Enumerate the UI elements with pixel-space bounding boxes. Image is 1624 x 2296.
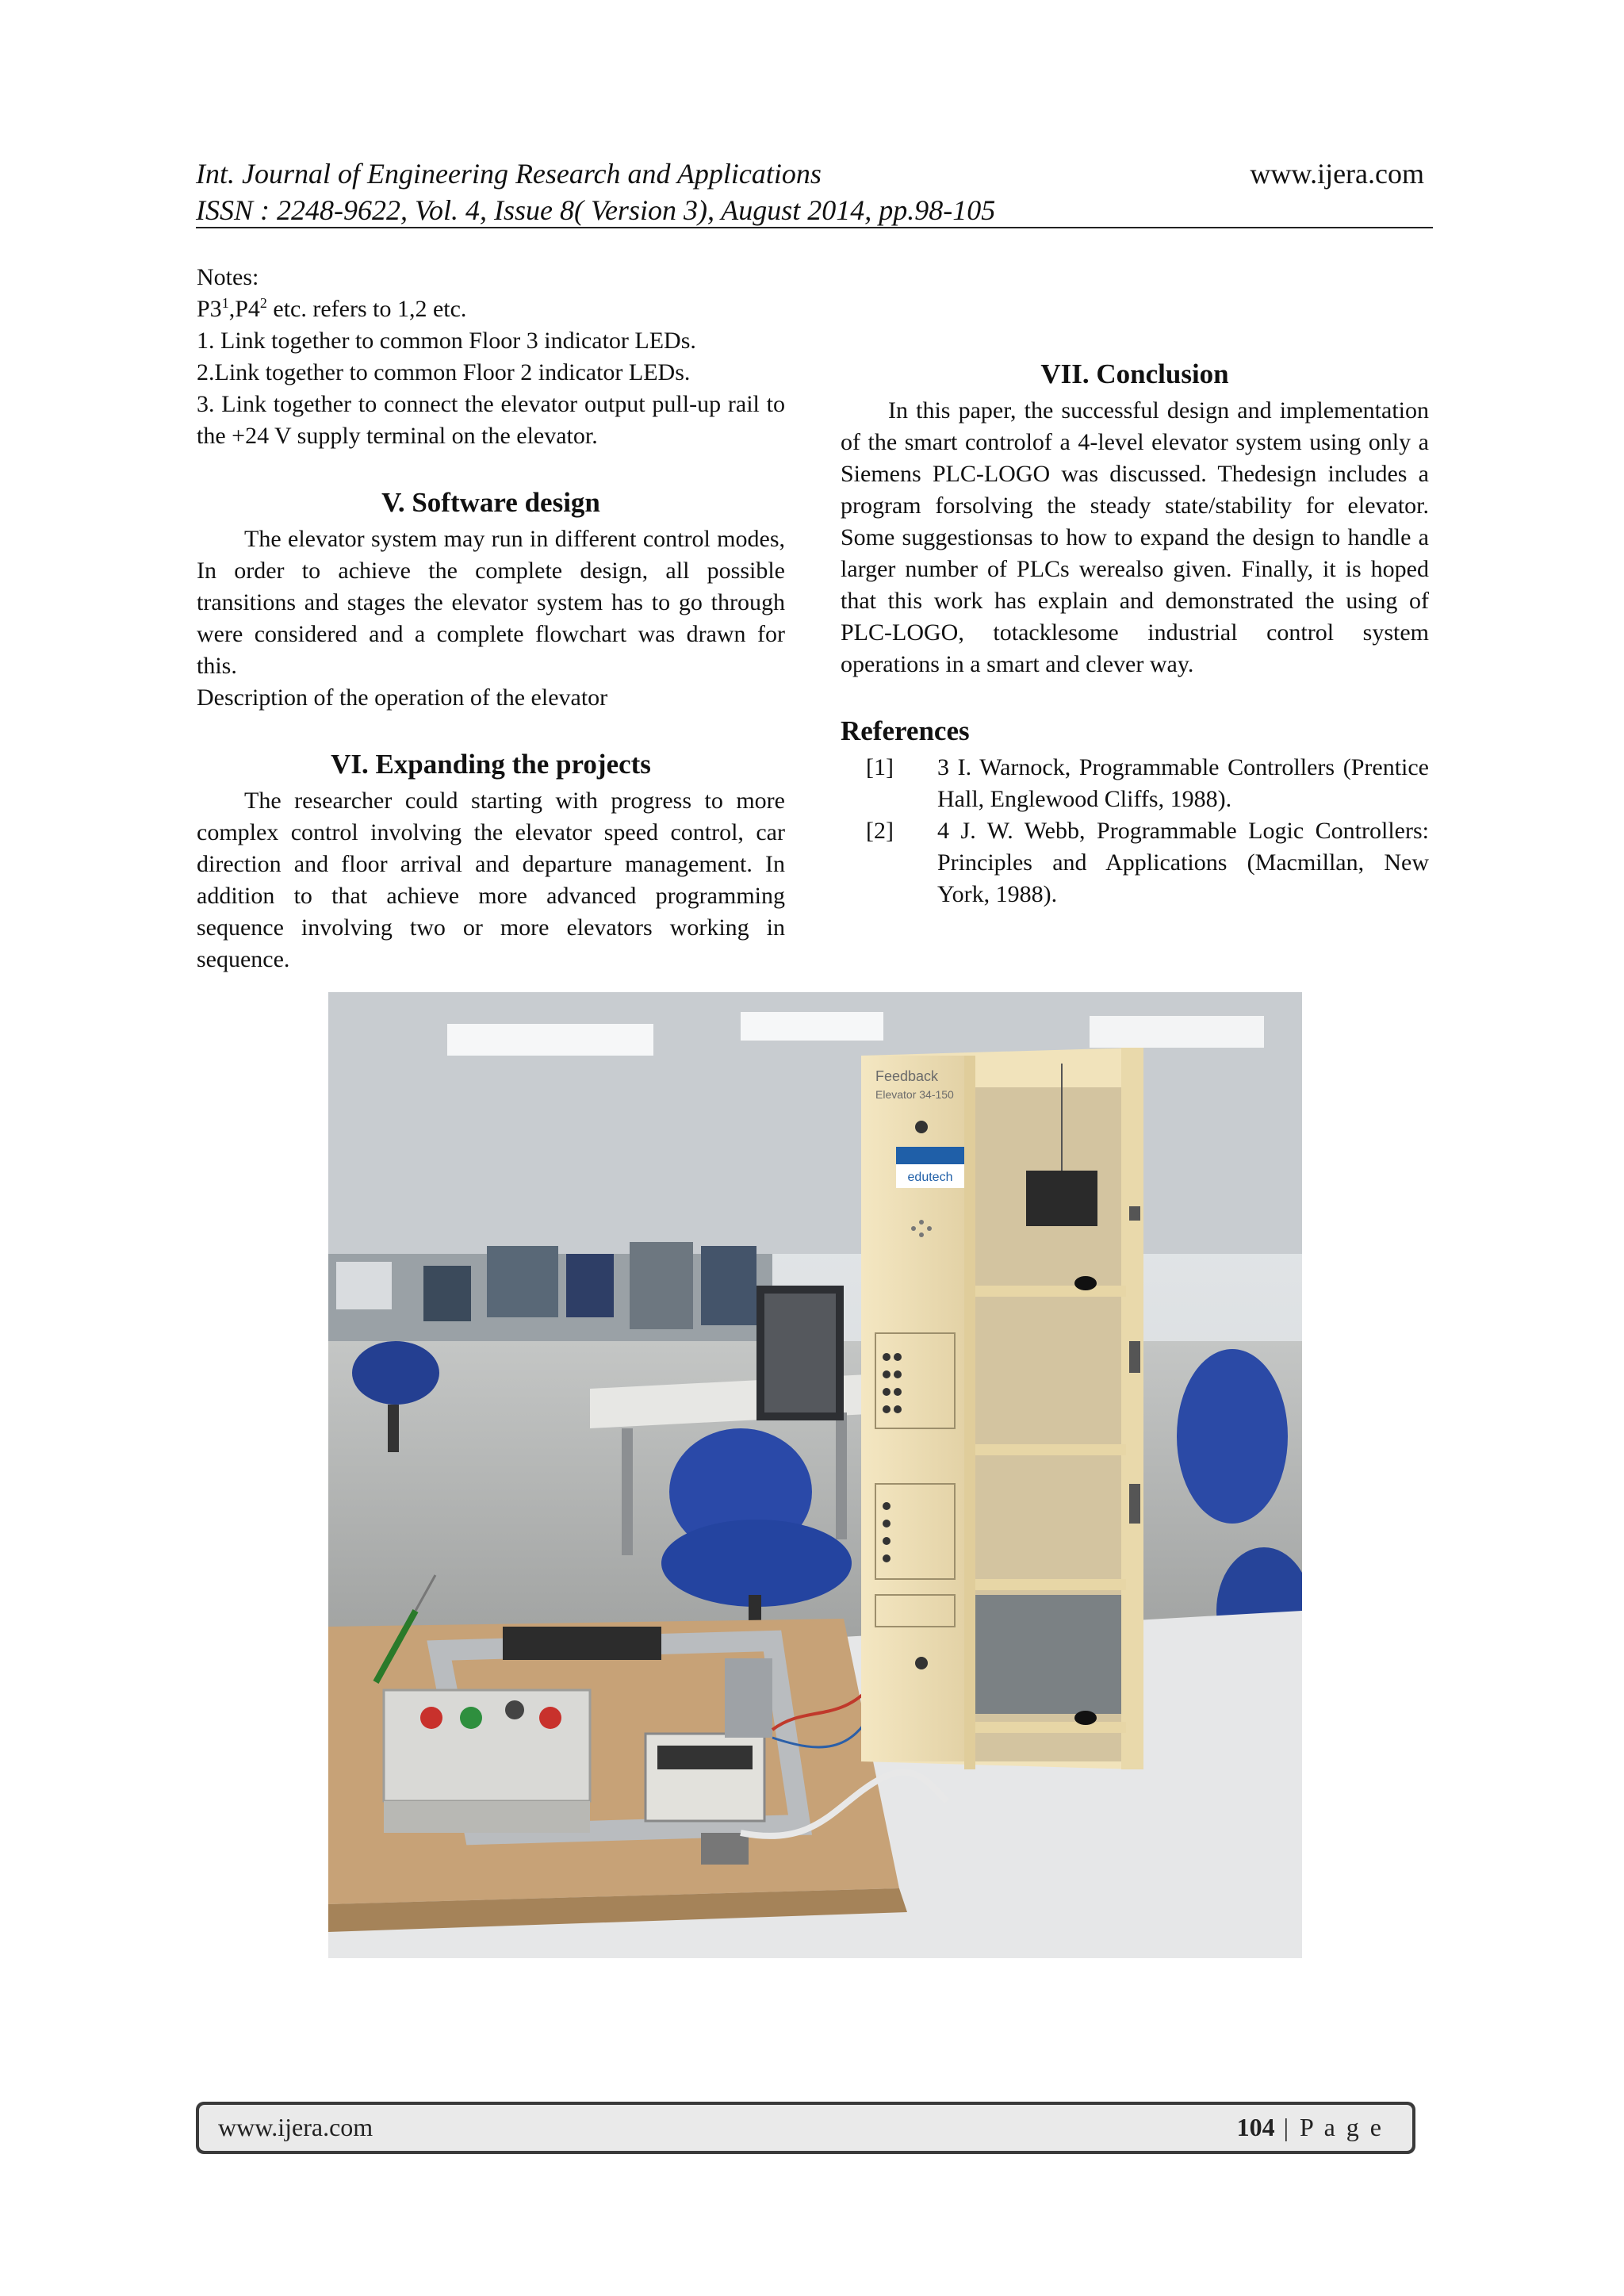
- section-heading-conclusion: VII. Conclusion: [1040, 358, 1229, 389]
- note-p3-sup: 1: [221, 295, 229, 311]
- note-p4-sup: 2: [259, 295, 267, 311]
- reference-text: 4 J. W. Webb, Programmable Logic Controllers: Principles and Applications (Macmillan, New York, 1988).: [937, 818, 1429, 907]
- note-p4: ,P4: [228, 296, 260, 322]
- running-header: [196, 155, 995, 228]
- expanding-paragraph: The researcher could starting with progress to more complex control involving the elevator speed control, car direction and floor arrival and departure management. In addition to that achieve more advanced programming sequence involving two or more elevators working in sequence.: [197, 788, 785, 972]
- panel-logo-text: edutech: [907, 1171, 953, 1184]
- note-refers-text: etc. refers to 1,2 etc.: [266, 296, 467, 322]
- page-number: 104: [1236, 2113, 1275, 2141]
- conclusion-paragraph: In this paper, the successful design and implementation of the smart controlof a 4-level elevator system using only a Siemens PLC-LOGO was discussed. Thedesign includes a program forsolving the steady state/stability for elevator. Some suggestionsas to how to expand the design to handle a larger number of PLCs werealso given. Finally, it is hoped that this work has explain and demonstrated the using of PLC-LOGO, totacklesome industrial control system operations in a smart and clever way.: [841, 397, 1429, 677]
- page-label: | P a g e: [1274, 2113, 1384, 2141]
- journal-title: Int. Journal of Engineering Research and Applications: [196, 158, 822, 190]
- footer-bar: [199, 2105, 1412, 2151]
- left-column: [197, 262, 785, 976]
- notes-refers-line: [197, 293, 785, 325]
- note-item: 3. Link together to connect the elevator output pull-up rail to the +24 V supply terminal on the elevator.: [197, 391, 785, 449]
- issn-line: ISSN : 2248-9622, Vol. 4, Issue 8( Version 3), August 2014, pp.98-105: [196, 194, 996, 226]
- note-item: 2.Link together to common Floor 2 indicator LEDs.: [197, 359, 691, 385]
- reference-number: [2]: [866, 818, 894, 844]
- right-column: [841, 357, 1429, 910]
- note-item: 1. Link together to common Floor 3 indicator LEDs.: [197, 328, 696, 354]
- software-description: Description of the operation of the elevator: [197, 684, 608, 711]
- notes-title: Notes:: [197, 264, 259, 290]
- section-heading-software: V. Software design: [381, 487, 600, 518]
- footer-site: www.ijera.com: [218, 2113, 373, 2141]
- reference-number: [1]: [866, 754, 894, 780]
- header-rule: [196, 227, 1433, 228]
- header-site: www.ijera.com: [1250, 158, 1424, 190]
- section-heading-expanding: VI. Expanding the projects: [331, 749, 651, 780]
- reference-item: [841, 815, 1429, 910]
- software-paragraph: The elevator system may run in different control modes, In order to achieve the complete design, all possible transitions and stages the elevator system has to go through were considered and a complete flowchart was drawn for this.: [197, 526, 785, 679]
- references-heading: References: [841, 715, 970, 746]
- reference-item: [841, 752, 1429, 815]
- panel-model-text: Elevator 34-150: [875, 1088, 954, 1101]
- panel-brand-text: Feedback: [875, 1068, 939, 1084]
- note-p3: P3: [197, 296, 222, 322]
- footer-page: [1237, 2113, 1384, 2142]
- elevator-photo: [328, 992, 1302, 1958]
- reference-text: 3 I. Warnock, Programmable Controllers (Prentice Hall, Englewood Cliffs, 1988).: [937, 754, 1429, 812]
- page-footer: [196, 2102, 1415, 2154]
